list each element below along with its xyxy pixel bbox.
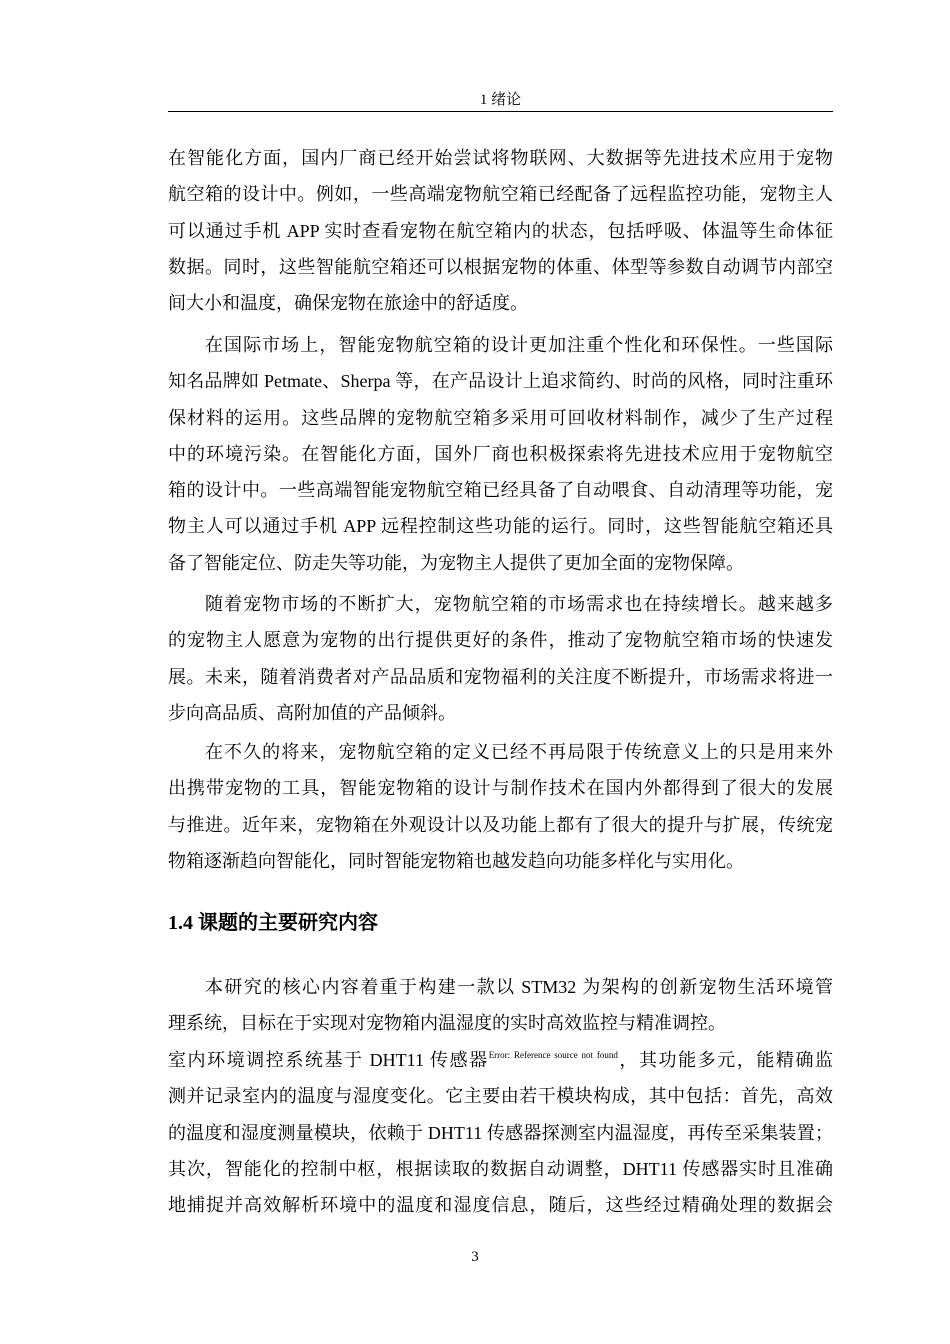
text-line: 航空箱的设计中。例如，一些高端宠物航空箱已经配备了远程监控功能，宠物主人 xyxy=(168,184,833,205)
text-line: 理系统，目标在于实现对宠物箱内温湿度的实时高效监控与精准调控。 xyxy=(168,1013,726,1034)
text-line: 箱的设计中。一些高端智能宠物航空箱已经具备了自动喂食、自动清理等功能，宠 xyxy=(168,480,833,501)
paragraph-international-market xyxy=(168,327,833,581)
text-line: 与推进。近年来，宠物箱在外观设计以及功能上都有了很大的提升与扩展，传统宠 xyxy=(168,814,833,835)
text-line: 测并记录室内的温度与湿度变化。它主要由若干模块构成，其中包括：首先，高效 xyxy=(168,1086,833,1107)
chapter-title: 1 绪论 xyxy=(479,92,522,108)
text-line: 中的环境污染。在智能化方面，国外厂商也积极探索将先进技术应用于宠物航空 xyxy=(168,443,833,464)
text-line: 出携带宠物的工具，智能宠物箱的设计与制作技术在国内外都得到了很大的发展 xyxy=(168,778,833,799)
text-line: 地捕捉并高效解析环境中的温度和湿度信息，随后，这些经过精确处理的数据会 xyxy=(168,1195,833,1216)
text-line: 在国际市场上，智能宠物航空箱的设计更加注重个性化和环保性。一些国际 xyxy=(205,335,833,355)
text-line: 随着宠物市场的不断扩大，宠物航空箱的市场需求也在持续增长。越来越多 xyxy=(205,594,833,614)
text-line: 的温度和湿度测量模块，依赖于 DHT11 传感器探测室内温湿度，再传至采集装置； xyxy=(168,1122,833,1143)
text-line: 在不久的将来，宠物航空箱的定义已经不再局限于传统意义上的只是用来外 xyxy=(205,742,833,762)
text-line: 在智能化方面，国内厂商已经开始尝试将物联网、大数据等先进技术应用于宠物 xyxy=(168,148,833,168)
paragraph-future-outlook xyxy=(168,734,833,879)
reference-error: Error: Reference source not found xyxy=(488,1050,618,1060)
text-line: 其次，智能化的控制中枢，根据读取的数据自动调整，DHT11 传感器实时且准确 xyxy=(168,1158,833,1179)
text-line: 本研究的核心内容着重于构建一款以 STM32 为架构的创新宠物生活环境管 xyxy=(205,977,833,997)
paragraph-market-demand xyxy=(168,586,833,731)
text-line: 步向高品质、高附加值的产品倾斜。 xyxy=(168,702,456,723)
text-line: 可以通过手机 APP 实时查看宠物在航空箱内的状态，包括呼吸、体温等生命体征 xyxy=(168,220,833,241)
text-segment: 室内环境调控系统基于 DHT11 传感器 xyxy=(168,1050,489,1070)
section-heading: 1.4 课题的主要研究内容 xyxy=(168,912,378,934)
paragraph-research-core xyxy=(168,969,833,1042)
page-number: 3 xyxy=(471,1249,479,1265)
text-line: 的宠物主人愿意为宠物的出行提供更好的条件，推动了宠物航空箱市场的快速发 xyxy=(168,630,833,651)
text-line: 数据。同时，这些智能航空箱还可以根据宠物的体重、体型等参数自动调节内部空 xyxy=(168,256,833,277)
text-line: 物箱逐渐趋向智能化，同时智能宠物箱也越发趋向功能多样化与实用化。 xyxy=(168,850,744,871)
text-segment: ，其功能多元，能精确监 xyxy=(617,1050,834,1070)
text-line: 展。未来，随着消费者对产品品质和宠物福利的关注度不断提升，市场需求将进一 xyxy=(168,666,833,687)
running-header xyxy=(168,90,833,112)
text-line: 保材料的运用。这些品牌的宠物航空箱多采用可回收材料制作，减少了生产过程 xyxy=(168,407,833,428)
text-line: 物主人可以通过手机 APP 远程控制这些功能的运行。同时，这些智能航空箱还具 xyxy=(168,516,833,537)
paragraph-smart-domestic xyxy=(168,140,833,321)
paragraph-dht11-system xyxy=(168,1042,833,1223)
text-line: 间大小和温度，确保宠物在旅途中的舒适度。 xyxy=(168,293,528,314)
text-line: 知名品牌如 Petmate、Sherpa 等，在产品设计上追求简约、时尚的风格，同时注重环 xyxy=(168,371,833,392)
text-line: 备了智能定位、防走失等功能，为宠物主人提供了更加全面的宠物保障。 xyxy=(168,552,744,573)
text-line-with-reference xyxy=(168,1042,833,1078)
